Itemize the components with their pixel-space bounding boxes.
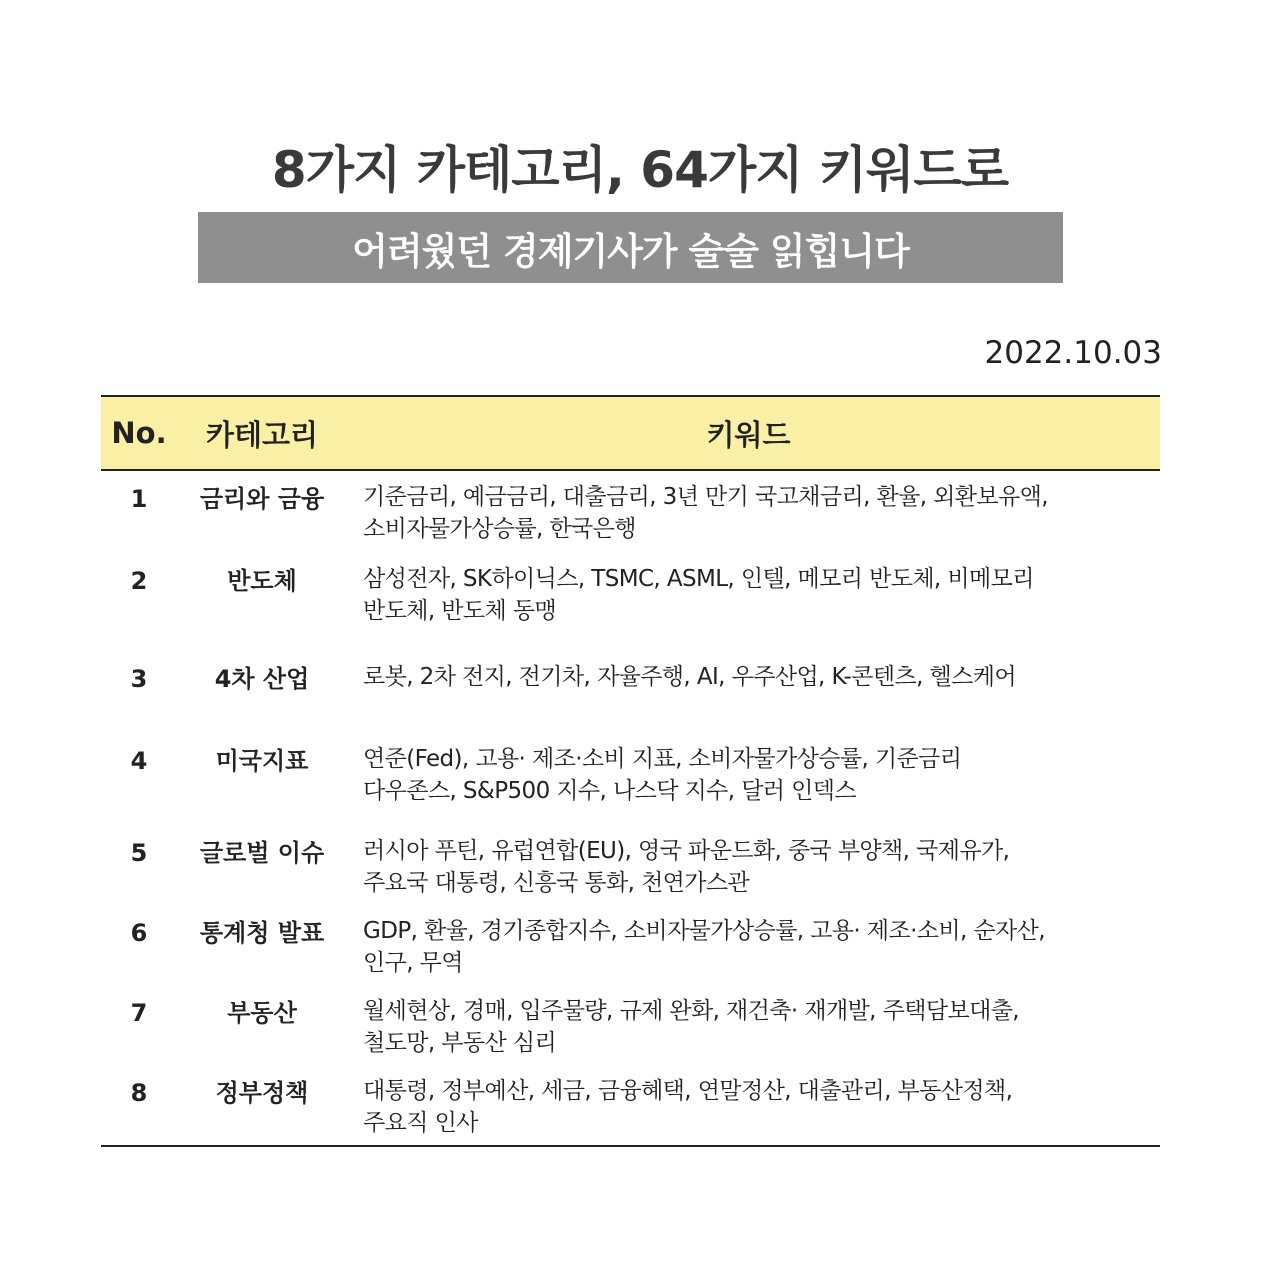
keywords-line: 주요국 대통령, 신흥국 통화, 천연가스관 xyxy=(363,870,750,896)
keywords-line: 다우존스, S&P500 지수, 나스닥 지수, 달러 인덱스 xyxy=(363,778,856,804)
row-keywords xyxy=(347,905,1160,979)
row-category: 미국지표 xyxy=(215,747,309,775)
keywords-line: GDP, 환율, 경기종합지수, 소비자물가상승률, 고용· 제조·소비, 순자산, xyxy=(363,918,1046,944)
keywords-line: 삼성전자, SK하이닉스, TSMC, ASML, 인텔, 메모리 반도체, 비메모리 xyxy=(363,566,1034,592)
table-row xyxy=(101,553,1160,651)
row-category: 통계청 발표 xyxy=(199,919,325,947)
row-keywords xyxy=(347,471,1160,545)
keywords-line: 반도체, 반도체 동맹 xyxy=(363,598,557,624)
keywords-line: 대통령, 정부예산, 세금, 금융혜택, 연말정산, 대출관리, 부동산정책, xyxy=(363,1078,1013,1104)
keywords-line: 인구, 무역 xyxy=(363,950,463,976)
row-number: 3 xyxy=(130,665,148,693)
keywords-line: 철도망, 부동산 심리 xyxy=(363,1030,557,1056)
table-row xyxy=(101,1065,1160,1145)
row-category: 정부정책 xyxy=(215,1079,309,1107)
subtitle-banner xyxy=(198,212,1063,283)
keyword-table xyxy=(101,395,1160,1147)
table-row xyxy=(101,825,1160,905)
row-number: 4 xyxy=(130,747,148,775)
row-number: 7 xyxy=(130,999,148,1027)
row-keywords xyxy=(347,553,1160,627)
row-category: 금리와 금융 xyxy=(199,485,325,513)
row-keywords xyxy=(347,733,1160,807)
date-label: 2022.10.03 xyxy=(984,335,1162,371)
row-number: 8 xyxy=(130,1079,148,1107)
row-keywords xyxy=(347,825,1160,899)
row-category: 반도체 xyxy=(227,567,297,595)
row-number: 6 xyxy=(130,919,148,947)
row-keywords xyxy=(347,651,1160,693)
table-row xyxy=(101,471,1160,553)
row-number: 5 xyxy=(130,839,148,867)
row-category: 4차 산업 xyxy=(214,665,310,693)
column-header-category: 카테고리 xyxy=(205,417,319,452)
keywords-line: 기준금리, 예금금리, 대출금리, 3년 만기 국고채금리, 환율, 외환보유액, xyxy=(363,484,1048,510)
keywords-line: 소비자물가상승률, 한국은행 xyxy=(363,516,636,542)
row-number: 2 xyxy=(130,567,148,595)
row-keywords xyxy=(347,1065,1160,1139)
keywords-line: 월세현상, 경매, 입주물량, 규제 완화, 재건축· 재개발, 주택담보대출, xyxy=(363,998,1020,1024)
keywords-line: 주요직 인사 xyxy=(363,1110,478,1136)
row-category: 부동산 xyxy=(227,999,297,1027)
keywords-line: 연준(Fed), 고용· 제조·소비 지표, 소비자물가상승률, 기준금리 xyxy=(363,746,962,772)
row-keywords xyxy=(347,985,1160,1059)
table-row xyxy=(101,985,1160,1065)
page-title: 8가지 카테고리, 64가지 키워드로 xyxy=(271,141,1009,199)
keywords-line: 러시아 푸틴, 유럽연합(EU), 영국 파운드화, 중국 부양책, 국제유가, xyxy=(363,838,1010,864)
column-header-no: No. xyxy=(111,416,167,450)
table-row xyxy=(101,733,1160,825)
column-header-keywords: 키워드 xyxy=(706,417,791,452)
keywords-line: 로봇, 2차 전지, 전기차, 자율주행, AI, 우주산업, K-콘텐츠, 헬스케어 xyxy=(363,664,1016,690)
row-category: 글로벌 이슈 xyxy=(199,839,325,867)
row-number: 1 xyxy=(130,485,148,513)
table-row xyxy=(101,905,1160,985)
subtitle-text: 어려웠던 경제기사가 술술 읽힙니다 xyxy=(352,229,909,273)
table-header xyxy=(101,395,1160,471)
table-row xyxy=(101,651,1160,733)
